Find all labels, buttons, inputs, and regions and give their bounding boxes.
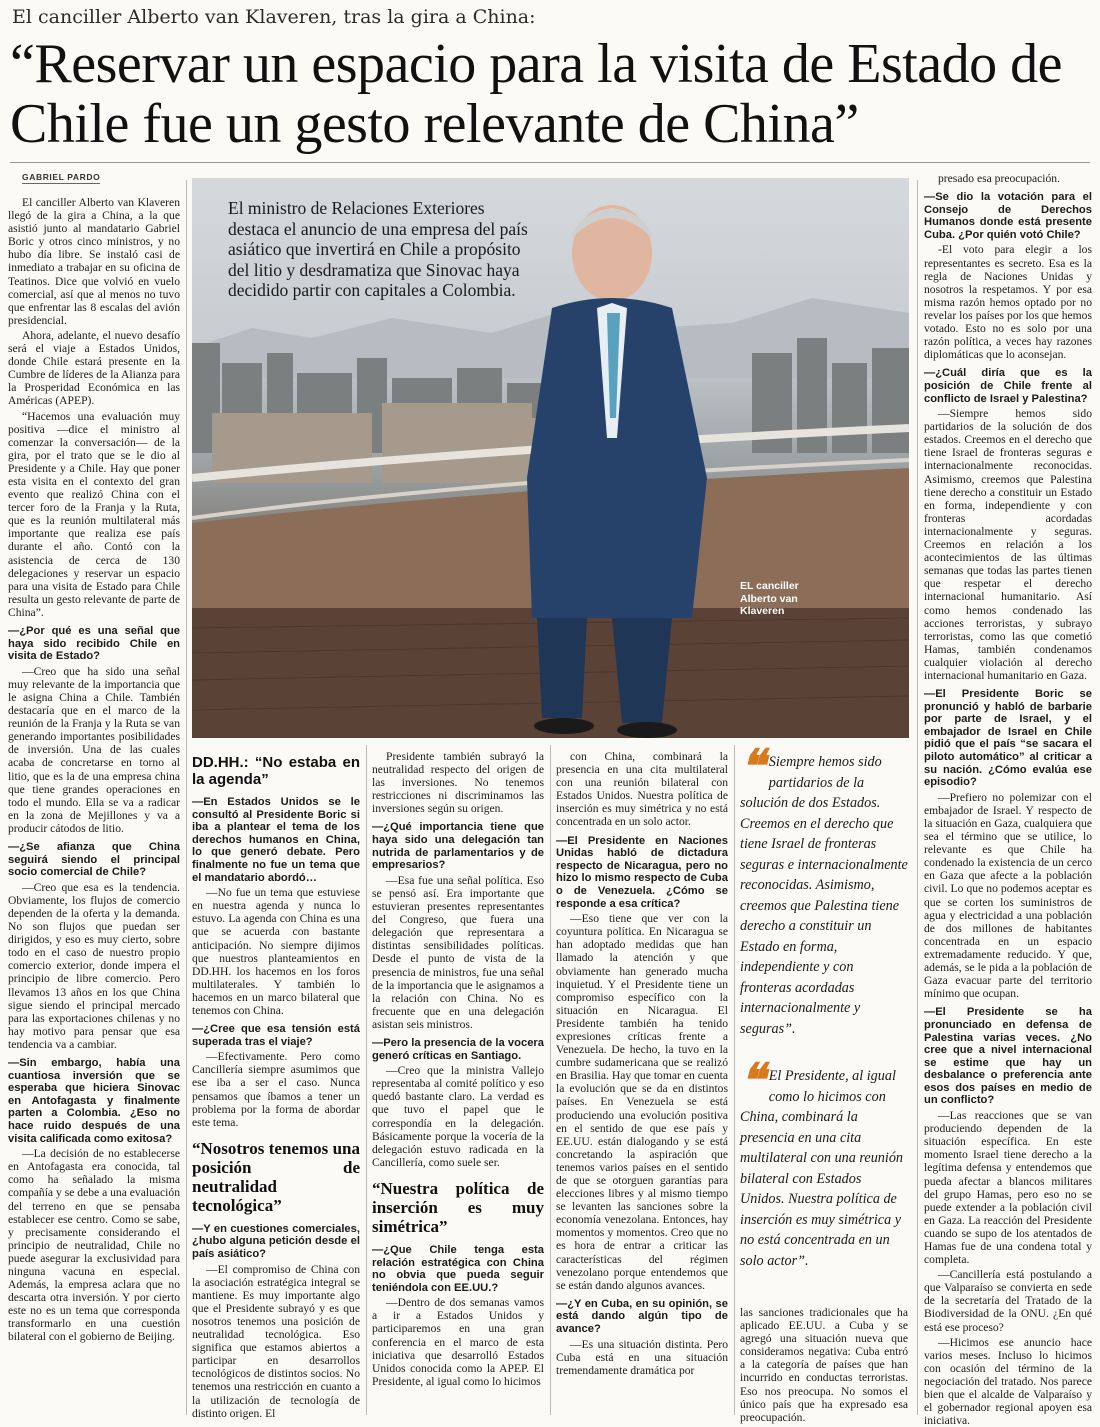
subhead-neutralidad: “Nosotros tenemos una posición de neutralidad tecnológica” xyxy=(192,1138,360,1215)
paragraph: —No fue un tema que estuviese en nuestra agenda y nunca lo estuvo. La agenda con China es una que se acuerda con bastante anticipación. No siempre dijimos que nuestros planteamientos en DD.HH. los hacemos en los foros multilaterales. Y también lo hacemos en un marco bilateral que tenemos con China. xyxy=(192,886,360,1017)
subhead-ddhh: DD.HH.: “No estaba en la agenda” xyxy=(192,754,360,788)
question: —¿Cree que esa tensión está superada tras el viaje? xyxy=(192,1023,360,1048)
quote-mark-icon: ❝ xyxy=(740,1055,765,1106)
question: —Se dio la votación para el Consejo de Derechos Humanos donde está presente Cuba. ¿Por quién votó Chile? xyxy=(924,191,1092,241)
question: —Sin embargo, había una cuantiosa inversión que se esperaba que hiciera Sinovac en Antofagasta y finalmente parten a Colombia. ¿Eso no hace ruido después de una visita calificada como exitosa? xyxy=(8,1057,180,1145)
pullquote-1: ❝ Siempre hemos sido partidarios de la solución de dos Estados. Creemos en el derecho que tiene Israel de fronteras seguras e internacionalmente reconocidas. Asimismo, creemos que Palestina tiene derecho a constituir un Estado en forma, independiente y con fronteras acordadas internacionalmente y seguras”. xyxy=(740,741,908,1037)
paragraph: —La decisión de no establecerse en Antofagasta era conocida, tal como ha señalado la misma compañía y se debe a una evaluación del terreno en que se pensaba establecer ese centro. Como se sabe, y precisamente considerando el principio de neutralidad, Chile no puede asegurar la exclusividad para ninguna vacuna en especial. Además, la empresa aclara que no descarta otra inversión. Y por cierto este no es un tema que corresponda transformarlo en una cuestión bilateral con el gobierno de Beijing. xyxy=(8,1147,180,1344)
paragraph: —Cancillería está postulando a que Valparaíso se convierta en sede de la secretaría del Tratado de la Biodiversidad de la ONU. ¿En qué está ese proceso? xyxy=(924,1268,1092,1334)
paragraph: “Hacemos una evaluación muy positiva —dice el ministro al comenzar la conversación— de la gira, por el trato que se le dio al Presidente y a Chile. Hay que poner esta visita en el contexto del gran evento que realizó China con el tercer foro de la Franja y la Ruta, que es la reunión multilateral más importante que realiza ese país durante el año. Contó con la asistencia de cerca de 130 delegaciones y reservar un espacio para una visita de Estado para Chile resulta un gesto relevante de parte de China”. xyxy=(8,409,180,619)
paragraph: con China, combinará la presencia en una cita multilateral con una reunión bilateral con Estados Unidos. Nuestra política de inserción es muy simétrica y no está concentrada en un solo actor. xyxy=(556,750,728,829)
column-2 xyxy=(192,750,360,1418)
paragraph: —Creo que la ministra Vallejo representaba al comité político y eso quedó bastante claro. La verdad es que tuvo el papel que le correspondía en la delegación. Básicamente porque la vocería de la delegación estuvo radicada en la Cancillería, como suele ser. xyxy=(372,1064,544,1169)
column-rule xyxy=(186,180,187,1415)
paragraph: presado esa preocupación. xyxy=(938,172,1061,185)
kicker: El canciller Alberto van Klaveren, tras la gira a China: xyxy=(12,6,536,28)
subhead-insercion: “Nuestra política de inserción es muy simétrica” xyxy=(372,1178,544,1236)
photo-caption: EL canciller Alberto van Klaveren xyxy=(740,580,799,617)
question: —El Presidente Boric se pronunció y habló de barbarie por parte de Israel, y el embajador de Israel en Chile pidió que el país “se sacara el piloto automático” al criticar a su nación. ¿Cómo evalúa ese episodio? xyxy=(924,688,1092,789)
paragraph: —Creo que esa es la tendencia. Obviamente, los flujos de comercio dependen de la oferta y la demanda. No son flujos que puedan ser dirigidos, y eso es muy cierto, sobre todo en el caso de nuestro propio comercio exterior, donde impera el principio de libre comercio. Pero llevamos 13 años en los que China sigue siendo el principal mercado para las exportaciones chilenas y no hay motivo para pensar que esa tendencia va a cambiar. xyxy=(8,880,180,1051)
paragraph: —Siempre hemos sido partidarios de la solución de dos estados. Creemos en el derecho que tiene Israel de fronteras seguras e internacionalmente reconocidas. Asimismo, creemos que Palestina tiene derecho a constituir un Estado en forma, independiente y con fronteras acordadas internacionalmente y seguras. Creemos en relación a los acontecimientos de las últimas semanas que todas las partes tienen que respetar el derecho internacional humanitario. Así como hemos condenado las acciones terroristas, y subrayo terroristas, como las que cometió Hamas, también condenamos cualquier violación al derecho internacional humanitario en Gaza. xyxy=(924,407,1092,682)
question: —El Presidente en Naciones Unidas habló de dictadura respecto de Nicaragua, pero no hizo lo mismo respecto de Cuba o de Venezuela. ¿Cómo se responde a esa crítica? xyxy=(556,834,728,910)
paragraph: El canciller Alberto van Klaveren llegó de la gira a China, a la que asistió junto al mandatario Gabriel Boric y otros cinco ministros, y no hubo día libre. Se instaló casi de inmediato a trabajar en su oficina de Teatinos. Dice que volvió en vuelo comercial, así que al menos no tuvo que enfrentar las 8 escalas del avión presidencial. xyxy=(8,196,180,327)
article-photo xyxy=(192,178,909,738)
question: —¿Qué importancia tiene que haya sido una delegación tan nutrida de parlamentarios y de empresarios? xyxy=(372,821,544,872)
question: —¿Que Chile tenga esta relación estratégica con China no obvia que pueda seguir teniéndola con EE.UU.? xyxy=(372,1243,544,1294)
photo-deck: El ministro de Relaciones Exteriores destaca el anuncio de una empresa del país asiático que invertirá en Chile a propósito del litio y desdramatiza que Sinovac haya decidido partir con capitales a Colombia. xyxy=(228,198,528,300)
paragraph: —Efectivamente. Pero como Cancillería siempre asumimos que ese iba a ser el caso. Nunca pensamos que íbamos a tener un problema por la forma de abordar este tema. xyxy=(192,1050,360,1129)
question: —Y en cuestiones comerciales, ¿hubo alguna petición desde el país asiático? xyxy=(192,1222,360,1261)
question: —¿Y en Cuba, en su opinión, se está dando algún tipo de avance? xyxy=(556,1297,728,1336)
pullquote-2: ❝ El Presidente, al igual como lo hicimos con China, combinará la presencia en una cita multilateral con una reunión bilateral con Estados Unidos. Nuestra política de inserción es muy simétrica y no está concentrada en un solo actor”. xyxy=(740,1055,904,1269)
divider xyxy=(10,162,1090,163)
paragraph: —Prefiero no polemizar con el embajador de Israel. Y respecto de la situación en Gaza, cualquiera que sea el término que se utilice, lo relevante es que Chile ha condenado la existencia de un cerco en Gaza que afecte a la población civil. Lo que no podemos aceptar es que se corten los suministros de agua y electricidad a una población de dos millones de habitantes concentrada en un espacio extremadamente reducido. Y que, además, se le pida a la población de Gaza evacuar parte del territorio mínimo que ocupan. xyxy=(924,790,1092,1001)
column-rule xyxy=(550,745,551,1415)
paragraph: —Eso tiene que ver con la coyuntura política. En Nicaragua se han adoptado medidas que han llamado la atención y que obviamente han generado mucha inquietud. Y el Presidente tiene un compromiso específico con la situación en Nicaragua. El Presidente también ha tenido expresiones críticas frente a Venezuela. De hecho, la tuvo en la cumbre sudamericana que se realizó en Brasilia. Hay que tomar en cuenta la evolución que se da en distintos países. En Venezuela se está produciendo una evolución positiva en el sentido de que ese país y EE.UU. están dialogando y se está concretando la aspiración que tenemos varios países en el sentido de que se otorguen garantías para elecciones libres y al mismo tiempo se levanten las sanciones sobre la economía venezolana. Entonces, hay momentos y momentos. Creo que no es hora de entrar a criticar las características del régimen venezolano porque entendemos que se están dando algunos avances. xyxy=(556,912,728,1292)
question: —¿Cuál diría que es la posición de Chile frente al conflicto de Israel y Palestina? xyxy=(924,367,1092,405)
paragraph: —Es una situación distinta. Pero Cuba está en una situación tremendamente dramática por xyxy=(556,1337,728,1377)
paragraph: Ahora, adelante, el nuevo desafío será el viaje a Estados Unidos, donde Chile estará presente en la Cumbre de líderes de la Alianza para la Prosperidad Económica en las Américas (APEP). xyxy=(8,328,180,408)
question: —¿Por qué es una señal que haya sido recibido Chile en visita de Estado? xyxy=(8,625,180,663)
column-4 xyxy=(556,750,728,1418)
column-6 xyxy=(924,172,1092,1427)
paragraph: —Dentro de dos semanas vamos a ir a Estados Unidos y participaremos en una gran conferencia en el marco de esta iniciativa que desarrolló Estados Unidos conocida como la APEP. El Presidente, al igual como lo hicimos xyxy=(372,1296,544,1388)
column-3 xyxy=(372,750,544,1418)
paragraph: Presidente también subrayó la neutralidad respecto del origen de las inversiones. No tenemos restricciones ni discriminamos las inversiones según su origen. xyxy=(372,750,544,816)
question: —Pero la presencia de la vocera generó críticas en Santiago. xyxy=(372,1036,544,1062)
headline: “Reservar un espacio para la visita de Estado de Chile fue un gesto relevante de China” xyxy=(10,33,1063,155)
paragraph: —Las reacciones que se van produciendo dependen de la situación específica. En este momento Israel tiene derecho a la legítima defensa y entendemos que pueda afectar a blancos militares del grupo Hamas, pero eso no se puede extender a la población civil en Gaza. La reacción del Presidente cuando se supo de los atentados de Hamas fue de una condena total y completa. xyxy=(924,1109,1092,1267)
column-5-bottom: las sanciones tradicionales que ha aplicado EE.UU. a Cuba y se agregó una situación nueva que consideramos negativa: Cuba entró a la categoría de países que han incurrido en conductas terroristas. Eso nos preocupa. No somos el único país que ha expresado esa preocupación. xyxy=(740,1306,908,1424)
byline: GABRIEL PARDO xyxy=(22,172,101,182)
question: —En Estados Unidos se le consultó al Presidente Boric si iba a plantear el tema de los derechos humanos en China, lo que generó debate. Pero finalmente no fue un tema que el mandatario abordó… xyxy=(192,796,360,884)
column-rule xyxy=(734,745,735,1415)
column-rule xyxy=(366,745,367,1415)
column-rule xyxy=(917,180,918,1415)
paragraph: -El voto para elegir a los representantes es secreto. Esa es la regla de Naciones Unidas y nosotros la respetamos. Y por esa misma razón hemos optado por no revelar los países por los que hemos votado. Esto no es solo por una razón política, a veces hay razones diplomáticas que lo aconsejan. xyxy=(924,243,1092,362)
paragraph: —El compromiso de China con la asociación estratégica integral se mantiene. Es muy importante algo que el Presidente subrayó y es que nosotros tenemos una posición de neutralidad tecnológica. Eso significa que estamos abiertos a participar en desarrollos tecnológicos de distintos socios. No tenemos una restricción en cuanto a la utilización de tecnología de distinto origen. El xyxy=(192,1262,360,1420)
paragraph: —Esa fue una señal política. Eso se pensó así. Era importante que estuvieran presentes representantes del Congreso, que fuera una delegación que representara a distintas sensibilidades políticas. Desde el punto de vista de la presencia de ministros, fue una señal de la importancia que le asignamos a la relación con China. No es frecuente que en una delegación asistan seis ministros. xyxy=(372,873,544,1031)
question: —¿Se afianza que China seguirá siendo el principal socio comercial de Chile? xyxy=(8,841,180,879)
quote-mark-icon: ❝ xyxy=(740,741,765,792)
paragraph: —Hicimos ese anuncio hace varios meses. Incluso lo hicimos con ocasión del término de la negociación del tratado. Nos parece bien que el alcalde de Valparaíso y el gobernador regional apoyen esa iniciativa. xyxy=(924,1335,1092,1427)
question: —El Presidente se ha pronunciado en defensa de Palestina varias veces. ¿No cree que a nivel internacional se estime que hay un desbalance o preferencia ante esos dos países en medio de un conflicto? xyxy=(924,1006,1092,1107)
paragraph: —Creo que ha sido una señal muy relevante de la importancia que le asigna China a Chile. También destacaría que en el marco de la reunión de la Franja y la Ruta se van generando importantes posibilidades de inversión. Una de las cuales acaba de concretarse en torno al litio, que es la de una empresa china que tiene grandes operaciones en todo el mundo. Ella se va a radicar en la zona de Mejillones y va a producir cátodos de litio. xyxy=(8,664,180,835)
column-1 xyxy=(8,196,180,1418)
